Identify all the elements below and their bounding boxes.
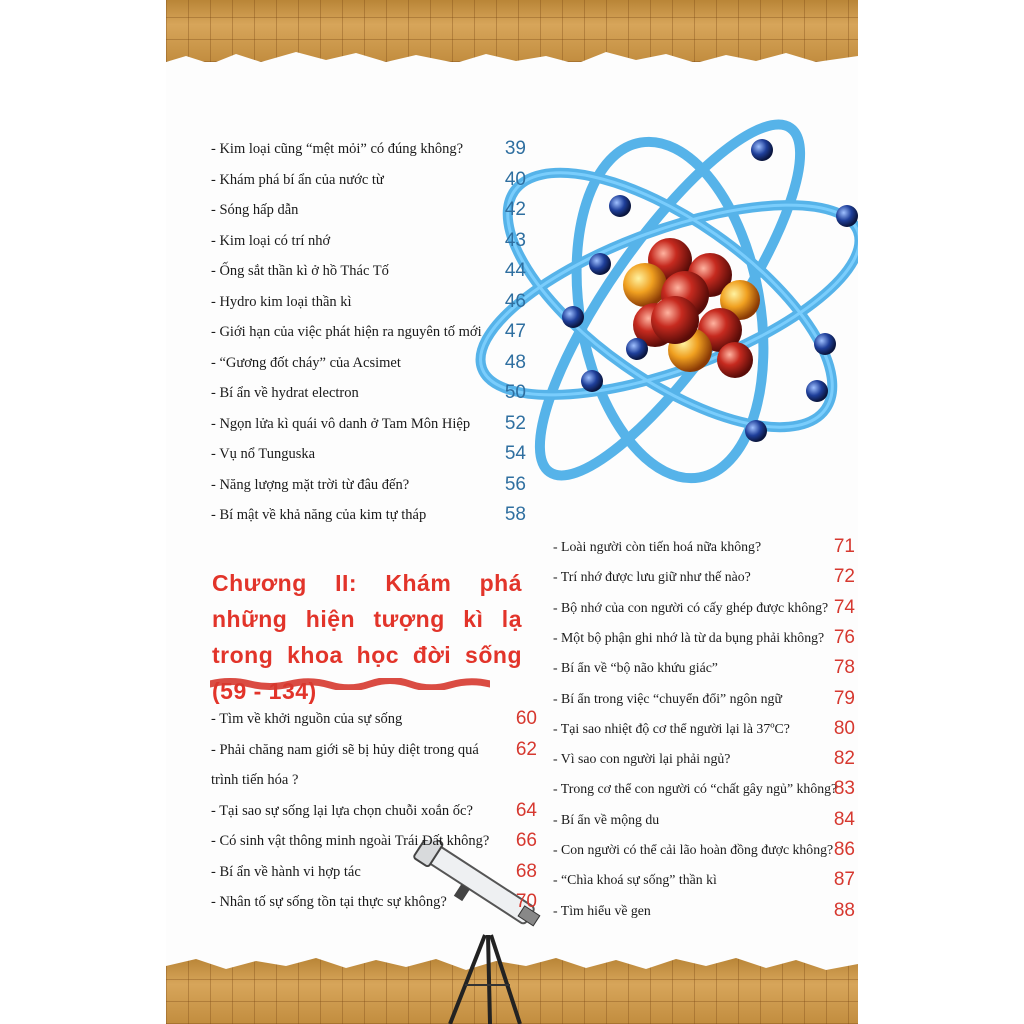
toc-entry-title: - Năng lượng mặt trời từ đâu đến? bbox=[211, 476, 410, 493]
toc-entry-page: 40 bbox=[504, 168, 526, 190]
toc-entry-title: - Trong cơ thể con người có “chất gây ngủ” không? bbox=[553, 781, 838, 797]
toc-entry-page: 56 bbox=[504, 473, 526, 495]
toc-entry-page: 46 bbox=[504, 290, 526, 312]
toc-entry-page: 64 bbox=[515, 799, 537, 821]
toc-entry-title: - Một bộ phận ghi nhớ là từ da bụng phải không? bbox=[553, 629, 825, 645]
toc-entry-title: - Ngọn lửa kì quái vô danh ở Tam Môn Hiệp bbox=[211, 415, 471, 432]
toc-entry-page: 80 bbox=[833, 717, 855, 739]
toc-entry-title: - Tại sao sự sống lại lựa chọn chuỗi xoắn ốc? bbox=[211, 802, 473, 819]
toc-entry-title: - Bí ẩn về hành vi hợp tác bbox=[211, 863, 361, 880]
toc-entry-title: - Tìm hiểu về gen bbox=[553, 902, 651, 918]
toc-entry-page: 39 bbox=[504, 138, 526, 159]
toc-entry-title: trình tiến hóa ? bbox=[211, 772, 299, 788]
toc-entry-page: 82 bbox=[833, 748, 855, 770]
toc-entry-title: - Ống sắt thần kì ở hồ Thác Tố bbox=[211, 263, 389, 279]
toc-entry-page: 52 bbox=[504, 412, 526, 434]
toc-entry-title: - Sóng hấp dẫn bbox=[211, 202, 299, 218]
toc-entry-page: 83 bbox=[833, 778, 855, 800]
toc-entry-title: - Nhân tố sự sống tồn tại thực sự không? bbox=[211, 894, 447, 910]
toc-entry-page: 48 bbox=[504, 351, 526, 373]
toc-entry-page: 72 bbox=[833, 566, 855, 588]
toc-entry-title: - Bí ẩn về hydrat electron bbox=[211, 385, 359, 401]
toc-entry-page: 54 bbox=[504, 443, 526, 464]
toc-entry-title: - Hydro kim loại thần kì bbox=[211, 293, 352, 310]
toc-entry-page: 87 bbox=[833, 869, 855, 891]
toc-entry-page: 76 bbox=[833, 626, 855, 648]
toc-entry-title: - Phải chăng nam giới sẽ bị hủy diệt trong quá bbox=[211, 741, 479, 758]
toc-entry-page: 66 bbox=[515, 830, 537, 851]
toc-entry-title: - Bộ nhớ của con người có cấy ghép được không? bbox=[553, 599, 829, 615]
toc-entry-page: 50 bbox=[504, 382, 526, 403]
toc-entry-title: - Vì sao con người lại phải ngủ? bbox=[553, 751, 731, 767]
toc-entry-page: 86 bbox=[833, 839, 855, 860]
toc-entry-title: - Trí nhớ được lưu giữ như thế nào? bbox=[553, 569, 751, 585]
toc-entry-title: - Kim loại cũng “mệt mỏi” có đúng không? bbox=[211, 141, 464, 157]
toc-entry-title: - Con người có thể cải lão hoàn đồng được không? bbox=[553, 842, 834, 857]
toc-entry-page: 78 bbox=[833, 657, 855, 679]
toc-entry-page: 60 bbox=[515, 708, 537, 729]
toc-entry-page: 88 bbox=[833, 899, 855, 921]
toc-entry-title: - Bí ẩn trong việc “chuyển đổi” ngôn ngữ bbox=[553, 690, 782, 706]
toc-entry-page: 44 bbox=[504, 260, 526, 281]
chapter-underline bbox=[210, 678, 490, 690]
toc-entry-page: 74 bbox=[833, 596, 855, 618]
toc-entry-page: 42 bbox=[504, 199, 526, 220]
toc-entry-title: - Vụ nổ Tunguska bbox=[211, 446, 316, 462]
toc-entry-title: - Kim loại có trí nhớ bbox=[211, 232, 331, 249]
toc-entry-title: - Khám phá bí ẩn của nước từ bbox=[211, 171, 384, 188]
toc-entry-page: 68 bbox=[515, 860, 537, 882]
toc-entry-page: 84 bbox=[833, 808, 855, 830]
toc-entry-page: 71 bbox=[833, 536, 855, 557]
toc-entry-page: 62 bbox=[515, 738, 537, 760]
toc-entry-title: - Tìm về khởi nguồn của sự sống bbox=[211, 711, 403, 727]
toc-entry-page: 79 bbox=[833, 687, 855, 709]
toc-entry-title: - Tại sao nhiệt độ cơ thể người lại là 37ºC? bbox=[553, 720, 790, 736]
toc-entry-page: 47 bbox=[504, 321, 526, 342]
toc-entry-page: 58 bbox=[504, 504, 526, 525]
chapter-heading: Chương II: Khám phá những hiện tượng kì lạ trong khoa học đời sống (59 - 134) bbox=[212, 570, 522, 704]
toc-entry-title: - Bí ẩn về mộng du bbox=[553, 811, 660, 827]
toc-entry-title: - “Chìa khoá sự sống” thần kì bbox=[553, 872, 717, 888]
toc-entry-title: - Bí ẩn về “bộ não khứu giác” bbox=[553, 660, 718, 676]
toc-entry-title: - “Gương đốt cháy” của Acsimet bbox=[211, 354, 401, 371]
toc-entry-title: - Giới hạn của việc phát hiện ra nguyên tố mới bbox=[211, 324, 482, 340]
toc-entry-title: - Loài người còn tiến hoá nữa không? bbox=[553, 539, 762, 554]
toc-entry-title: - Có sinh vật thông minh ngoài Trái Đất không? bbox=[211, 833, 490, 849]
toc-entry-title: - Bí mật về khả năng của kim tự tháp bbox=[211, 507, 427, 523]
toc-entry-page: 43 bbox=[504, 229, 526, 251]
toc-entry-page: 70 bbox=[515, 891, 537, 912]
